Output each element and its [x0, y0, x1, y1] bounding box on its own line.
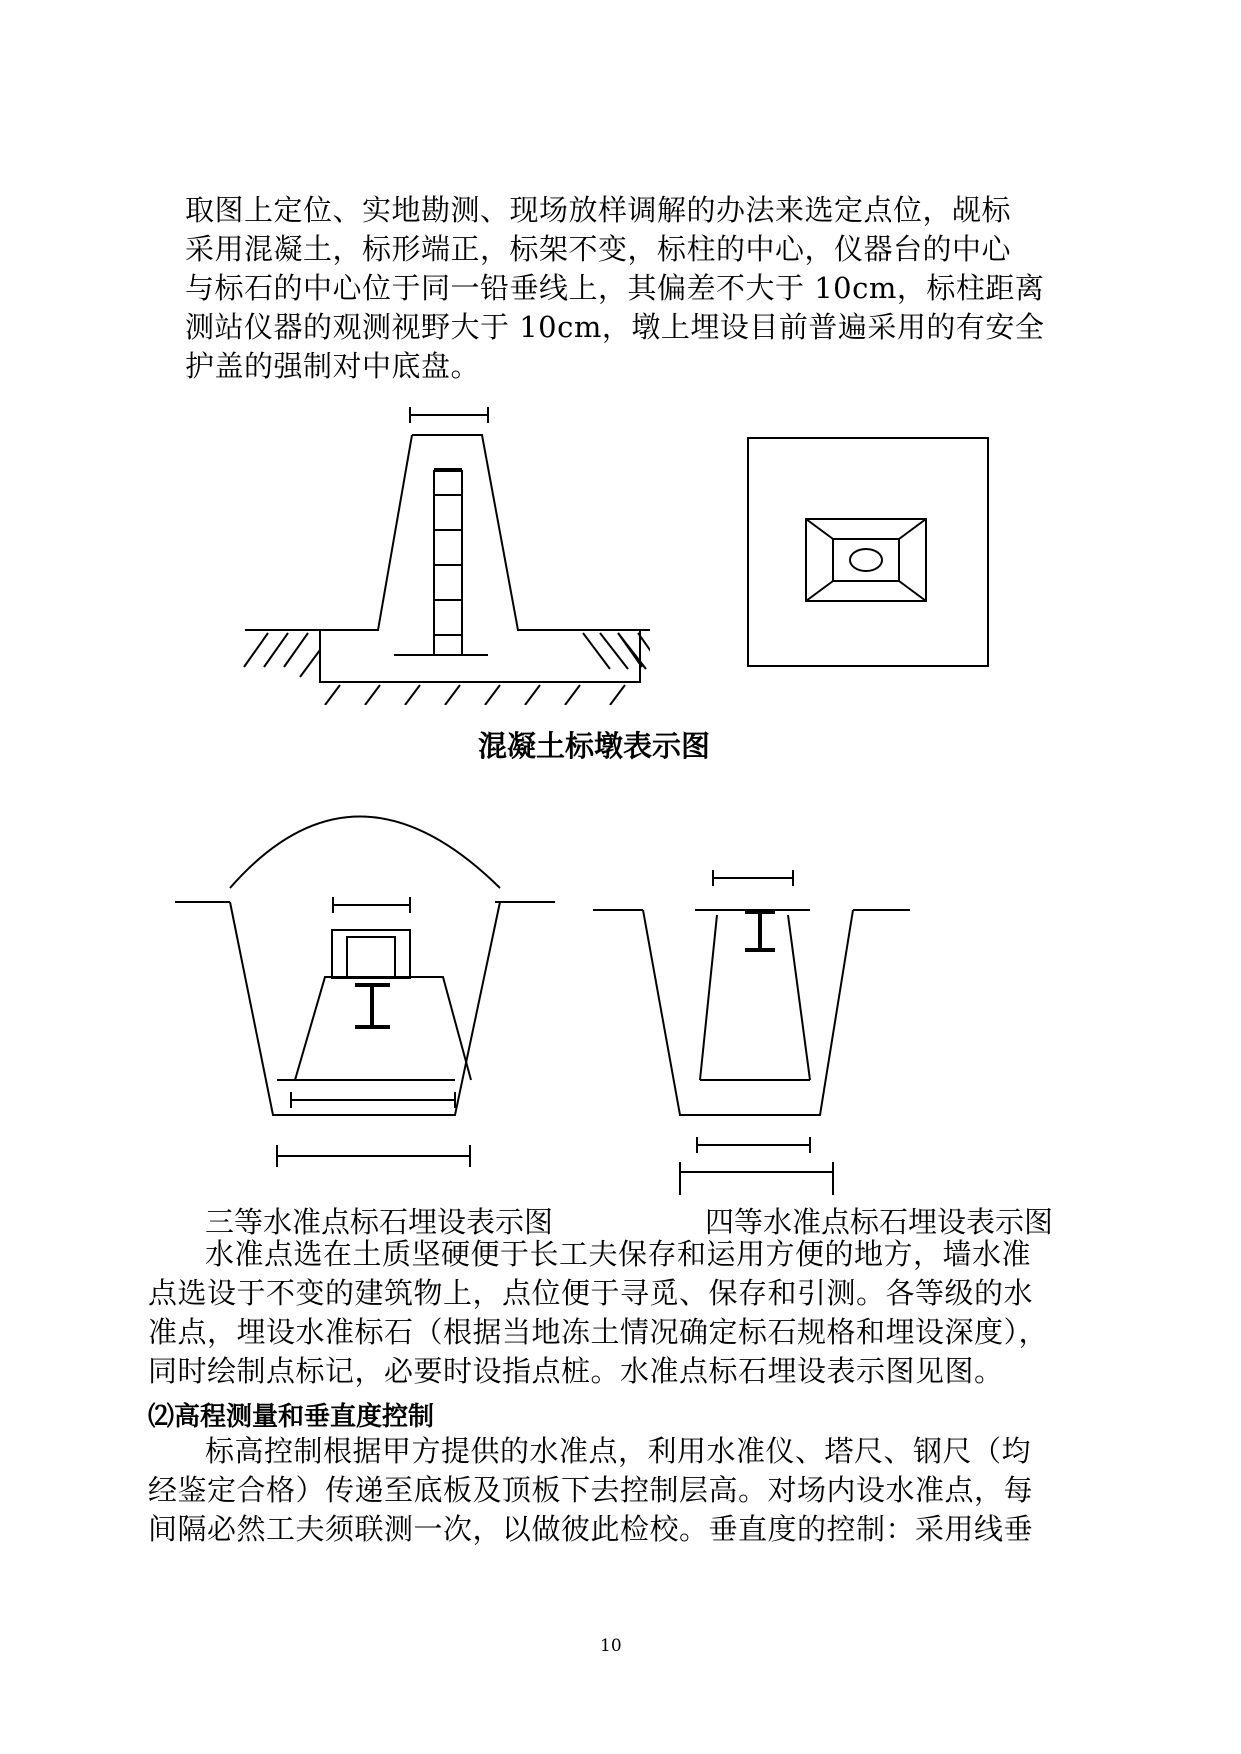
intro-line: 测站仪器的观测视野大于 10cm，墩上埋设目前普遍采用的有安全: [185, 310, 1045, 344]
intro-paragraph: [185, 191, 1044, 386]
concrete-pier-plan-diagram: [746, 436, 996, 686]
ground-hatching-right: [578, 625, 648, 705]
intro-line: 采用混凝土，标形端正，标架不变，标柱的中心，仪器台的中心: [185, 232, 1012, 266]
elevation-line: 间隔必然工夫须联测一次，以做彼此检校。垂直度的控制：采用线垂: [148, 1512, 1034, 1546]
section-heading: ⑵高程测量和垂直度控制: [148, 1402, 435, 1432]
figure2-caption-left: 三等水准点标石埋设表示图: [205, 1205, 554, 1239]
benchmark-line: 准点，埋设水准标石（根据当地冻土情况确定标石规格和埋设深度），: [148, 1315, 1049, 1349]
benchmark-line: 同时绘制点标记，必要时设指点桩。水准点标石埋设表示图见图。: [148, 1354, 1004, 1388]
elevation-line: 经鉴定合格）传递至底板及顶板下去控制层高。对场内设水准点，每: [148, 1473, 1034, 1507]
third-order-benchmark-diagram: [165, 805, 565, 1205]
benchmark-line: 水准点选在土质坚硬便于长工夫保存和运用方便的地方，墙水准: [205, 1237, 1032, 1271]
intro-line: 护盖的强制对中底盘。: [185, 349, 481, 383]
benchmark-paragraph: [148, 1235, 1048, 1391]
figure2-caption-right: 四等水准点标石埋设表示图: [705, 1205, 1054, 1239]
benchmark-line: 点选设于不变的建筑物上，点位便于寻觅、保存和引测。各等级的水: [148, 1276, 1034, 1310]
elevation-paragraph: [148, 1432, 1033, 1549]
intro-line: 与标石的中心位于同一铅垂线上，其偏差不大于 10cm，标柱距离: [185, 271, 1045, 305]
elevation-line: 标高控制根据甲方提供的水准点，利用水准仪、塔尺、钢尺（均: [205, 1434, 1032, 1468]
figure1-caption: 混凝土标墩表示图: [478, 729, 711, 763]
intro-line: 取图上定位、实地勘测、现场放样调解的办法来选定点位，觇标: [185, 193, 1012, 227]
page-number: 10: [600, 1636, 622, 1656]
